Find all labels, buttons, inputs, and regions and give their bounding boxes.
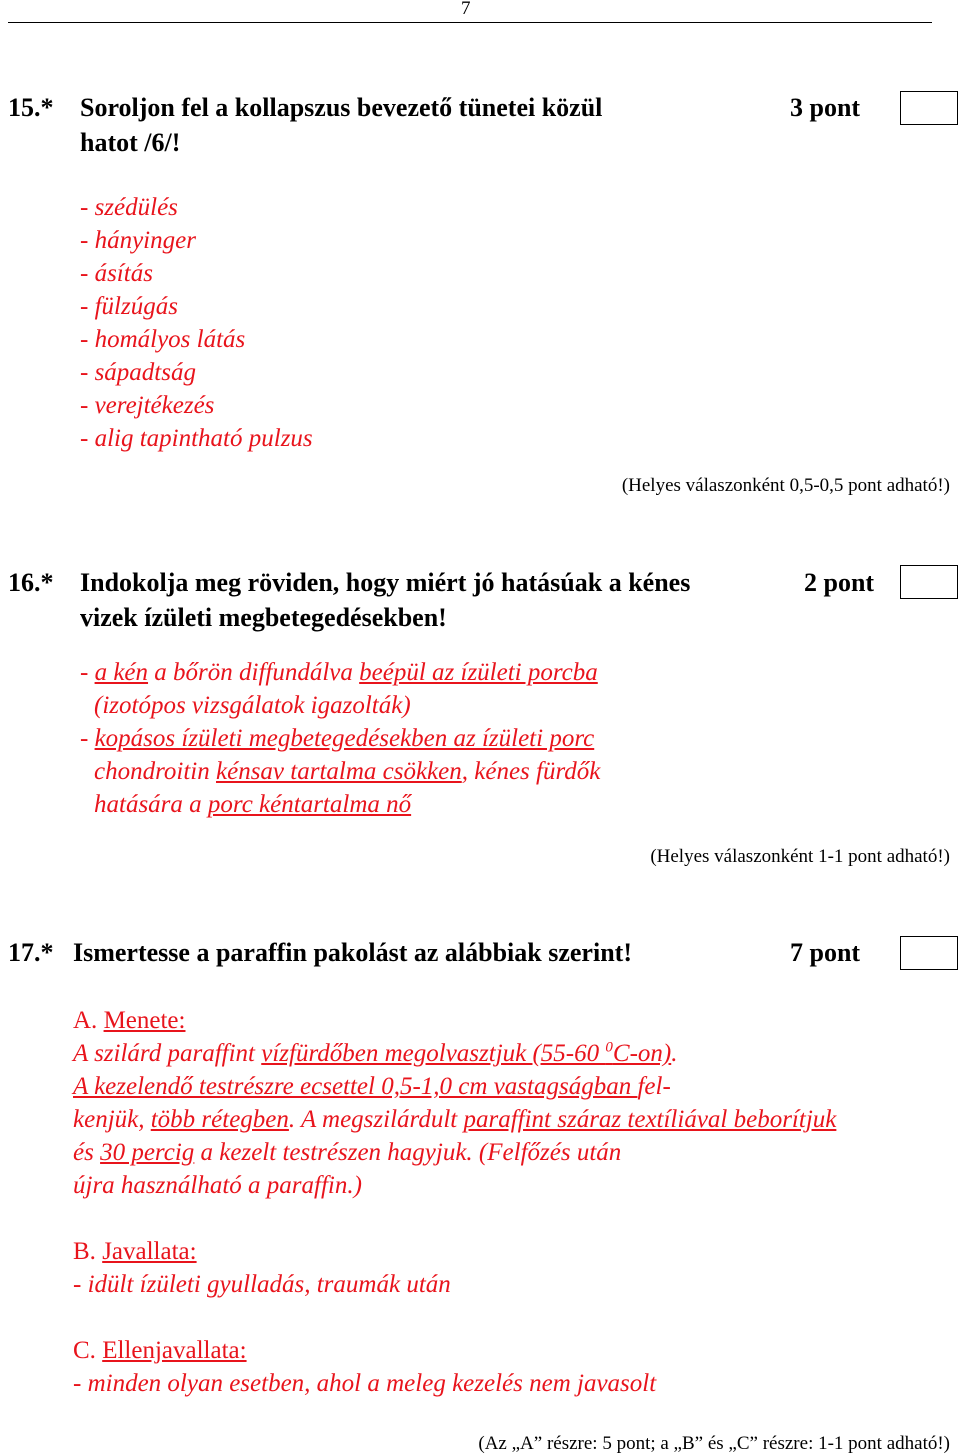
q17-a-line2: A kezelendő testrészre ecsettel 0,5-1,0 cm vastagságban fel- xyxy=(73,1073,671,1100)
question-16-text-line2: vizek ízületi megbetegedésekben! xyxy=(80,603,447,632)
question-15-text-line1: Soroljon fel a kollapszus bevezető tünetei közül xyxy=(80,93,603,122)
question-16-number: 16.* xyxy=(8,568,54,597)
q17-section-a-heading: A. Menete: xyxy=(73,1007,186,1034)
q15-scoring-note: (Helyes válaszonként 0,5-0,5 pont adható!) xyxy=(621,475,950,496)
q15-answer-5: - homályos látás xyxy=(80,326,246,353)
q15-answer-8: - alig tapintható pulzus xyxy=(80,425,313,452)
q17-section-b-heading: B. Javallata: xyxy=(73,1238,197,1265)
question-17-score-box[interactable] xyxy=(900,936,958,970)
q15-answer-4: - fülzúgás xyxy=(80,293,178,320)
q16-answer-line2: (izotópos vizsgálatok igazolták) xyxy=(94,692,411,719)
q15-answer-7: - verejtékezés xyxy=(80,392,215,419)
question-17-points: 7 pont xyxy=(790,938,861,967)
q16-answer-line3: - kopásos ízületi megbetegedésekben az ízületi porc xyxy=(80,725,595,752)
q17-a-line5: újra használható a paraffin.) xyxy=(73,1172,362,1199)
q17-c-line1: - minden olyan esetben, ahol a meleg kezelés nem javasolt xyxy=(73,1370,657,1397)
q16-scoring-note: (Helyes válaszonként 1-1 pont adható!) xyxy=(650,846,950,867)
q17-a-line3: kenjük, több rétegben. A megszilárdult paraffint száraz textíliával beborítjuk xyxy=(73,1106,837,1133)
q17-scoring-note: (Az „A” részre: 5 pont; a „B” és „C” részre: 1-1 pont adható!) xyxy=(478,1433,950,1454)
header-rule xyxy=(8,22,932,23)
question-15-number: 15.* xyxy=(8,93,54,122)
q17-a-line4: és 30 percig a kezelt testrészen hagyjuk. (Felfőzés után xyxy=(73,1139,622,1166)
question-16-score-box[interactable] xyxy=(900,565,958,599)
q16-answer-line4: chondroitin kénsav tartalma csökken, kénes fürdők xyxy=(94,758,601,785)
q15-answer-6: - sápadtság xyxy=(80,359,196,386)
question-15-points: 3 pont xyxy=(790,93,861,122)
q17-b-line1: - idült ízületi gyulladás, traumák után xyxy=(73,1271,451,1298)
q16-answer-line5: hatására a porc kéntartalma nő xyxy=(94,791,412,818)
question-17-text: Ismertesse a paraffin pakolást az alábbiak szerint! xyxy=(73,938,632,967)
page-number: 7 xyxy=(461,0,471,19)
question-17-number: 17.* xyxy=(8,938,54,967)
question-15-score-box[interactable] xyxy=(900,91,958,125)
q17-section-c-heading: C. Ellenjavallata: xyxy=(73,1337,247,1364)
q15-answer-1: - szédülés xyxy=(80,194,178,221)
q17-a-line1: A szilárd paraffint vízfürdőben megolvasztjuk (55-60 $^0$C-on). xyxy=(73,1039,678,1067)
question-16-points: 2 pont xyxy=(804,568,875,597)
question-16-text-line1: Indokolja meg röviden, hogy miért jó hatásúak a kénes xyxy=(80,568,691,597)
q15-answer-2: - hányinger xyxy=(80,227,196,254)
q16-answer-line1: - a kén a bőrön diffundálva beépül az ízületi porcba xyxy=(80,659,598,686)
question-15-text-line2: hatot /6/! xyxy=(80,128,181,157)
q15-answer-3: - ásítás xyxy=(80,260,153,287)
